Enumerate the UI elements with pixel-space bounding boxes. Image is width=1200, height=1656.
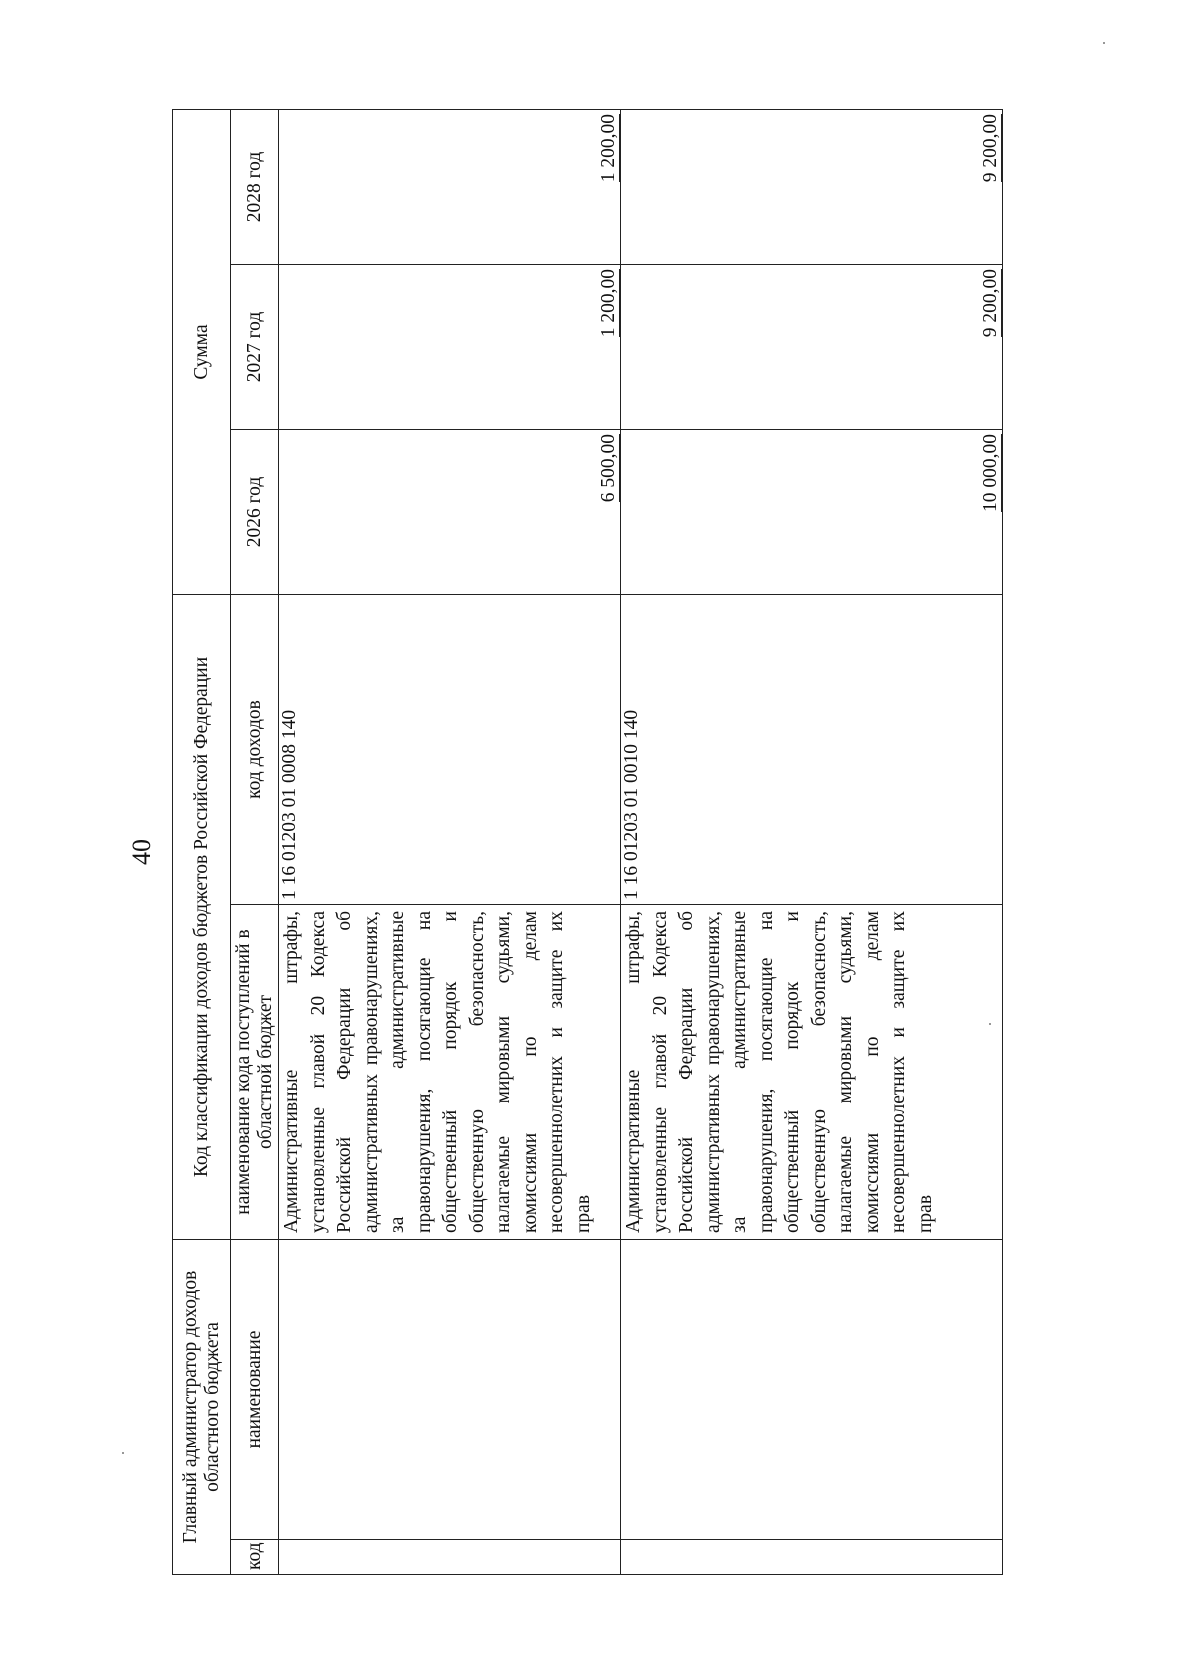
row-description: Административные штрафы, установленные главой 20 Кодекса Российской Федерации об административных правонарушениях, за административные правонарушения, посягающие на общественный порядок и общественную безопасность, налагаемые мировыми судьями, комиссиями по делам несовершеннолетних и защите их прав [279,905,621,1240]
header-code-name: наименование кода поступлений в областной бюджет [231,905,279,1240]
scan-speck [1103,42,1105,44]
header-row-2 [231,110,279,1575]
header-row-1 [173,110,231,1575]
row-amount-2028 [621,110,1003,265]
header-year-2027: 2027 год [231,265,279,430]
amount-value: 10 000,00 [980,434,1001,512]
header-sum: Сумма [173,110,231,595]
row-amount-2028 [279,110,621,265]
row-income-code: 1 16 01203 01 0008 140 [279,595,621,905]
header-income-code: код доходов [231,595,279,905]
row-amount-2027 [279,265,621,430]
row-admin-code [279,1540,621,1575]
header-year-2028: 2028 год [231,110,279,265]
table-row [621,110,1003,1575]
amount-value: 9 200,00 [980,114,1001,183]
header-name: наименование [231,1240,279,1540]
row-admin-code [621,1540,1003,1575]
row-description: Административные штрафы, установленные главой 20 Кодекса Российской Федерации об административных правонарушениях, за административные правонарушения, посягающие на общественный порядок и общественную безопасность, налагаемые мировыми судьями, комиссиями по делам несовершеннолетних и защите их прав [621,905,1003,1240]
table-row [279,110,621,1575]
rotated-sheet [172,110,1002,1575]
row-admin-name [621,1240,1003,1540]
page-number: 40 [127,839,156,865]
amount-value: 1 200,00 [598,114,619,183]
amount-value: 9 200,00 [980,269,1001,338]
header-code: код [231,1540,279,1575]
header-year-2026: 2026 год [231,430,279,595]
amount-value: 6 500,00 [598,434,619,503]
row-amount-2026 [621,430,1003,595]
row-amount-2026 [279,430,621,595]
row-income-code: 1 16 01203 01 0010 140 [621,595,1003,905]
header-classification: Код классификации доходов бюджетов Российской Федерации [173,595,231,1240]
row-amount-2027 [621,265,1003,430]
header-admin: Главный администратор доходов областного бюджета [173,1240,231,1575]
scan-speck [122,1452,124,1454]
amount-value: 1 200,00 [598,269,619,338]
revenue-table [172,109,1003,1575]
row-admin-name [279,1240,621,1540]
